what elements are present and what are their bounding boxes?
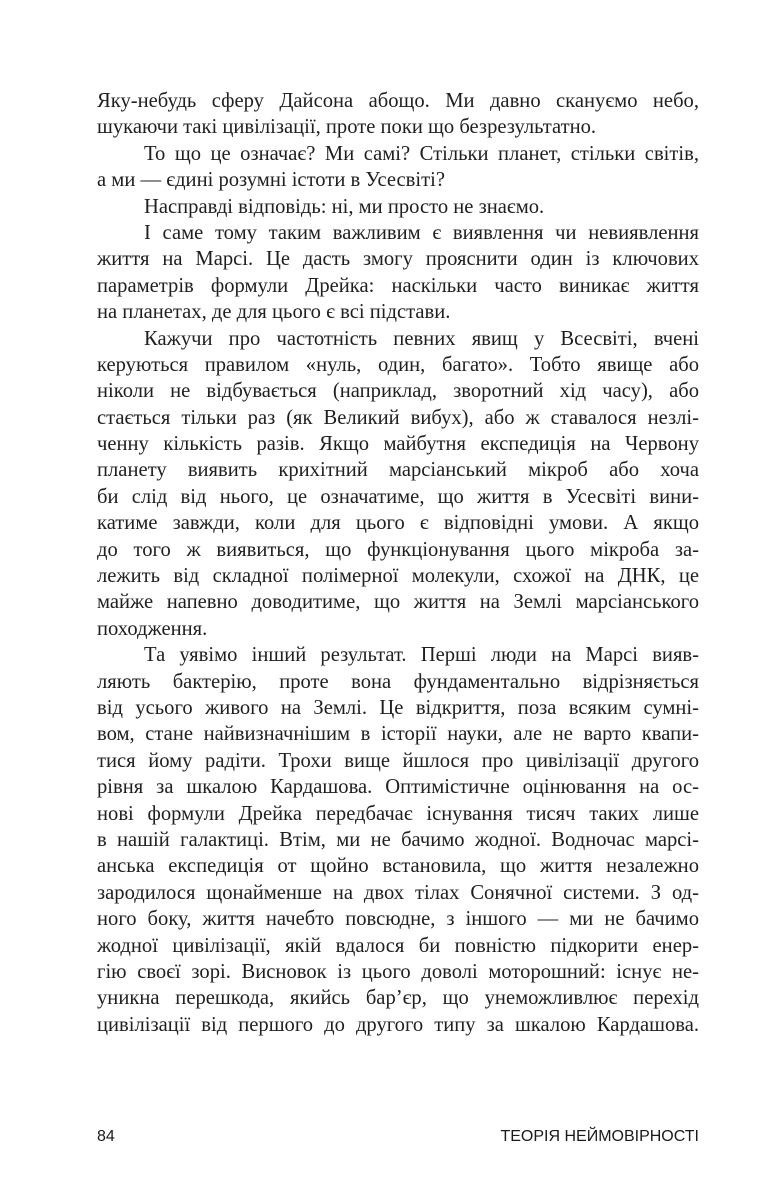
text-line: нові формули Дрейка передбачає існування тисяч таких лише	[97, 802, 699, 825]
text-line: ніколи не відбувається (наприклад, зворотний хід часу), або	[97, 380, 699, 403]
paragraph	[97, 88, 699, 141]
text-line: Та уявімо інший результат. Перші люди на Марсі вияв-	[144, 644, 699, 667]
text-line: зародилося щонайменше на двох тілах Сонячної системи. З од-	[97, 881, 699, 904]
page-body	[97, 88, 699, 1038]
text-line: ного боку, життя начебто повсюдне, з іншого — ми не бачимо	[97, 908, 699, 931]
text-line: ляють бактерію, проте вона фундаментально відрізняється	[97, 670, 699, 693]
text-line: до того ж виявиться, що функціонування цього мікроба за-	[97, 538, 699, 561]
text-line: То що це означає? Ми самі? Стільки планет, стільки світів,	[144, 142, 699, 165]
text-line: Кажучи про частотність певних явищ у Всесвіті, вчені	[144, 327, 699, 350]
paragraph	[97, 141, 699, 194]
paragraph	[97, 326, 699, 643]
text-line: планету виявить крихітний марсіанський мікроб або хоча	[97, 459, 699, 482]
text-line: жодної цивілізації, якій вдалося би повністю підкорити енер-	[97, 934, 699, 957]
page-footer	[97, 1126, 699, 1148]
text-line: Насправді відповідь: ні, ми просто не знаємо.	[144, 195, 545, 218]
text-line: керуються правилом «нуль, один, багато». Тобто явище або	[97, 353, 699, 376]
text-line: походження.	[97, 617, 208, 640]
text-line: параметрів формули Дрейка: наскільки часто виникає життя	[97, 274, 699, 297]
text-line: майже напевно доводитиме, що життя на Землі марсіанського	[97, 591, 699, 614]
text-line: І саме тому таким важливим є виявлення чи невиявлення	[144, 221, 699, 244]
text-line: цивілізації від першого до другого типу за шкалою Кардашова.	[97, 1013, 699, 1036]
text-line: вом, стане найвизначнішим в історії науки, але не варто квапи-	[97, 723, 699, 746]
text-line: би слід від нього, це означатиме, що життя в Усесвіті вини-	[97, 485, 699, 508]
text-line: анська експедиція от щойно встановила, що життя незалежно	[97, 855, 699, 878]
running-title: ТЕОРІЯ НЕЙМОВІРНОСТІ	[500, 1128, 699, 1145]
text-line: гію своєї зорі. Висновок із цього доволі моторошний: існує не-	[97, 960, 699, 983]
text-line: уникна перешкода, якийсь бар’єр, що унеможливлює перехід	[97, 987, 699, 1010]
paragraph	[97, 220, 699, 326]
text-line: на планетах, де для цього є всі підстави.	[97, 301, 451, 324]
text-line: катиме завжди, коли для цього є відповідні умови. А якщо	[97, 512, 699, 535]
page-number: 84	[97, 1128, 115, 1145]
text-line: шукаючи такі цивілізації, проте поки що безрезультатно.	[97, 116, 597, 139]
text-line: стається тільки раз (як Великий вибух), або ж ставалося незлі-	[97, 406, 699, 429]
text-line: рівня за шкалою Кардашова. Оптимістичне оцінювання на ос-	[97, 776, 699, 799]
paragraph	[97, 642, 699, 1038]
text-line: тися йому радіти. Трохи вище йшлося про цивілізації другого	[97, 749, 699, 772]
text-line: від усього живого на Землі. Це відкриття, поза всяким сумні-	[97, 696, 699, 719]
paragraph	[97, 194, 699, 220]
text-line: лежить від складної полімерної молекули, схожої на ДНК, це	[97, 565, 699, 588]
text-line: Яку-небудь сферу Дайсона абощо. Ми давно скануємо небо,	[97, 90, 699, 112]
text-line: ченну кількість разів. Якщо майбутня експедиція на Червону	[97, 433, 699, 456]
text-line: а ми — єдині розумні істоти в Усесвіті?	[97, 169, 445, 192]
text-line: в нашій галактиці. Втім, ми не бачимо жодної. Водночас марсі-	[97, 828, 699, 851]
text-line: життя на Марсі. Це дасть змогу прояснити один із ключових	[97, 248, 699, 271]
